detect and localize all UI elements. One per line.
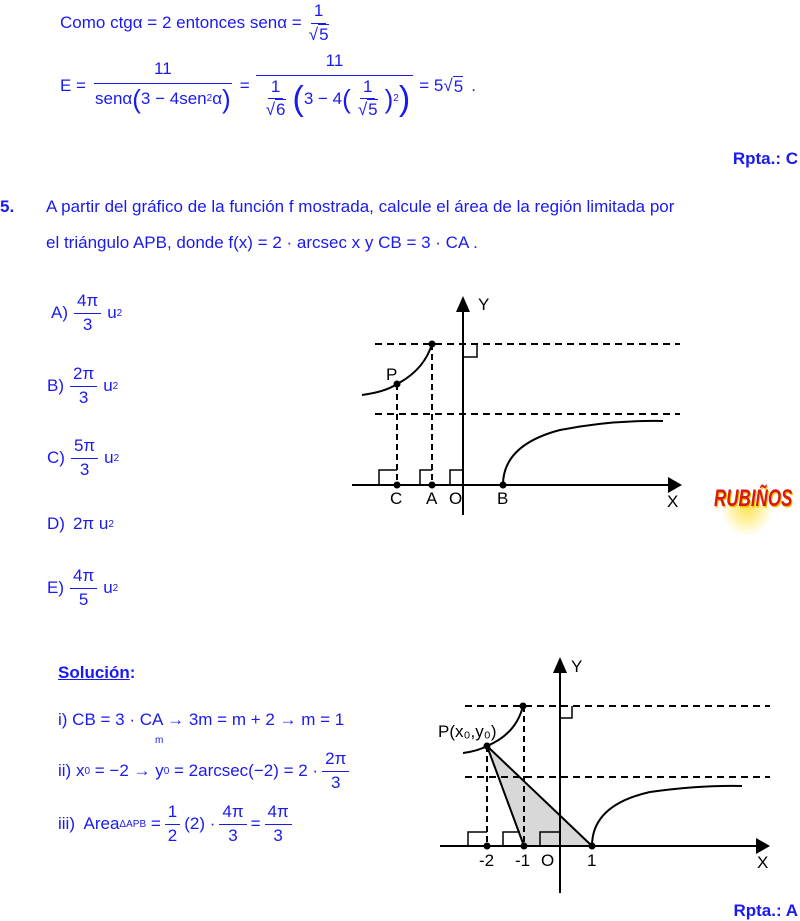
answer-c: Rpta.: C [732,149,798,168]
label-c: C [390,489,403,508]
numerator: 1 [165,803,180,825]
subscript: ΔAPB [119,818,147,830]
numerator: 2π [70,365,97,387]
label-o2: O [541,851,555,870]
term: senα [95,88,133,108]
unit: u [103,578,113,598]
solution-step-i: i) CB = 3 · CA → 3m = m + 2 → m = 1 [58,710,345,729]
numerator: 2π [322,750,349,772]
text: = 2arcsec(−2) = 2 · [169,761,319,781]
text: ii) x [58,761,85,781]
denominator: 3 [273,825,283,845]
radicand: 5 [453,76,464,96]
equals: = [250,814,261,834]
point-one [589,843,596,850]
problem-line-1: A partir del gráfico de la función f mostrada, calcule el área de la región limitada por [46,197,675,216]
option-label: A) [51,303,68,323]
numerator: 1 [311,2,326,24]
numerator: 4π [70,567,97,589]
denominator: 3 [330,772,341,792]
y-axis-arrow [456,296,470,312]
answer-a: Rpta.: A [733,901,798,920]
statement-text: Como ctgα = 2 entonces senα = [60,13,302,33]
numerator: 1 [360,78,375,100]
e-label: E = [60,76,86,96]
curve-right-branch [503,421,663,485]
text: iii) Area [58,814,120,834]
label-x: X [667,492,679,511]
denominator: 2 [167,825,178,845]
point-c [394,482,401,489]
unit: u [104,448,114,468]
solution-title: Solución [58,663,130,682]
exponent: 2 [108,518,114,530]
option-label: B) [47,376,64,396]
denominator: senα ( 3 − 4sen 2 α ) [95,83,231,114]
right-angle-y2 [560,706,572,718]
label-p2: P(x₀,y₀) [438,722,497,741]
point-b [500,482,507,489]
solution-step-ii [58,750,353,792]
right-angle-m2 [468,832,487,846]
point-p2 [484,743,491,750]
option-value: 2π u [72,514,109,533]
label-x2: X [757,853,769,872]
point-m1 [521,843,528,850]
radicand: 6 [276,100,286,120]
denominator: $\frac{1}{√6}$ ( 3 − 4 ( $\frac{1}{√5}$ ) 2 ) [256,76,413,120]
label-b: B [497,489,509,508]
right-angle-c [379,470,397,485]
denominator: √5 [308,24,329,44]
radicand: 5 [319,24,329,44]
unit: u [103,376,113,396]
numerator: 4π [219,803,246,825]
numerator: 4π [74,292,101,314]
problem-line-2: el triángulo APB, donde f(x) = 2 · arcsec x y CB = 3 · CA . [46,233,478,252]
option-label: E) [47,578,64,598]
fraction: $\frac{1}{√6}$ [265,76,286,120]
exponent: 2 [393,93,399,105]
label-p: P [386,365,398,384]
denominator: 3 [82,314,93,334]
text: = −2 → y [90,761,164,781]
label-a: A [426,489,438,508]
text: = [146,814,161,834]
fraction: $\frac{1}{√5}$ [357,76,378,120]
x-axis-arrow-2 [756,838,770,854]
problem-number: 5. [0,197,15,216]
solution-heading [58,663,135,683]
denominator: 3 [79,459,90,479]
period: . [471,76,476,96]
numerator: 11 [256,52,414,76]
rubinos-logo [712,485,793,535]
y-axis-arrow-2 [553,657,567,673]
exponent: 2 [206,93,213,105]
denominator: 3 [78,387,89,407]
label-y2: Y [571,657,583,676]
numerator: 4π [265,803,292,825]
exponent: 2 [116,307,123,319]
term: 3 − 4 [303,88,343,108]
term: α [212,88,223,108]
denominator: 5 [78,589,89,609]
exponent: 2 [112,380,119,392]
numerator: 1 [268,78,283,100]
subscript: 0 [84,765,91,777]
curve-right-branch-2 [592,786,742,846]
text: (2) · [184,814,216,834]
right-angle-y [463,344,477,357]
term: 3 − 4sen [140,88,207,108]
exponent: 2 [113,452,120,464]
option-label: C) [47,448,65,468]
right-angle-m1 [503,832,520,846]
point-a [429,482,436,489]
logo-text: RUBIÑOS [714,485,793,512]
ca-under-label: m [155,735,164,746]
colon: : [129,663,136,682]
solution-step-iii [58,803,296,845]
label-one: 1 [587,851,597,870]
numerator: 5π [71,437,98,459]
e-equation: E = 11 senα ( 3 − 4sen 2 α ) = 11 $\frac{1}{√6}$ ( 3 − 4 ( $\frac{1}{√5}$ ) 2 ) = 5 √ 5 . [60,51,476,120]
label-o: O [449,489,463,508]
unit: u [107,303,117,323]
right-angle-o [450,470,463,485]
numerator: 11 [94,60,232,84]
label-m1: -1 [515,851,531,870]
x-axis-arrow [668,477,682,493]
radicand: 5 [368,100,378,120]
label-m2: -2 [479,851,495,870]
option-label: D) [47,514,65,533]
point-top [429,341,436,348]
label-y: Y [478,295,490,314]
denominator: 3 [228,825,238,845]
equals: = [239,76,250,96]
result: = 5 [419,76,444,96]
exponent: 2 [112,582,119,594]
point-m2 [484,843,491,850]
subscript: 0 [163,765,170,777]
point-top2 [520,703,527,710]
